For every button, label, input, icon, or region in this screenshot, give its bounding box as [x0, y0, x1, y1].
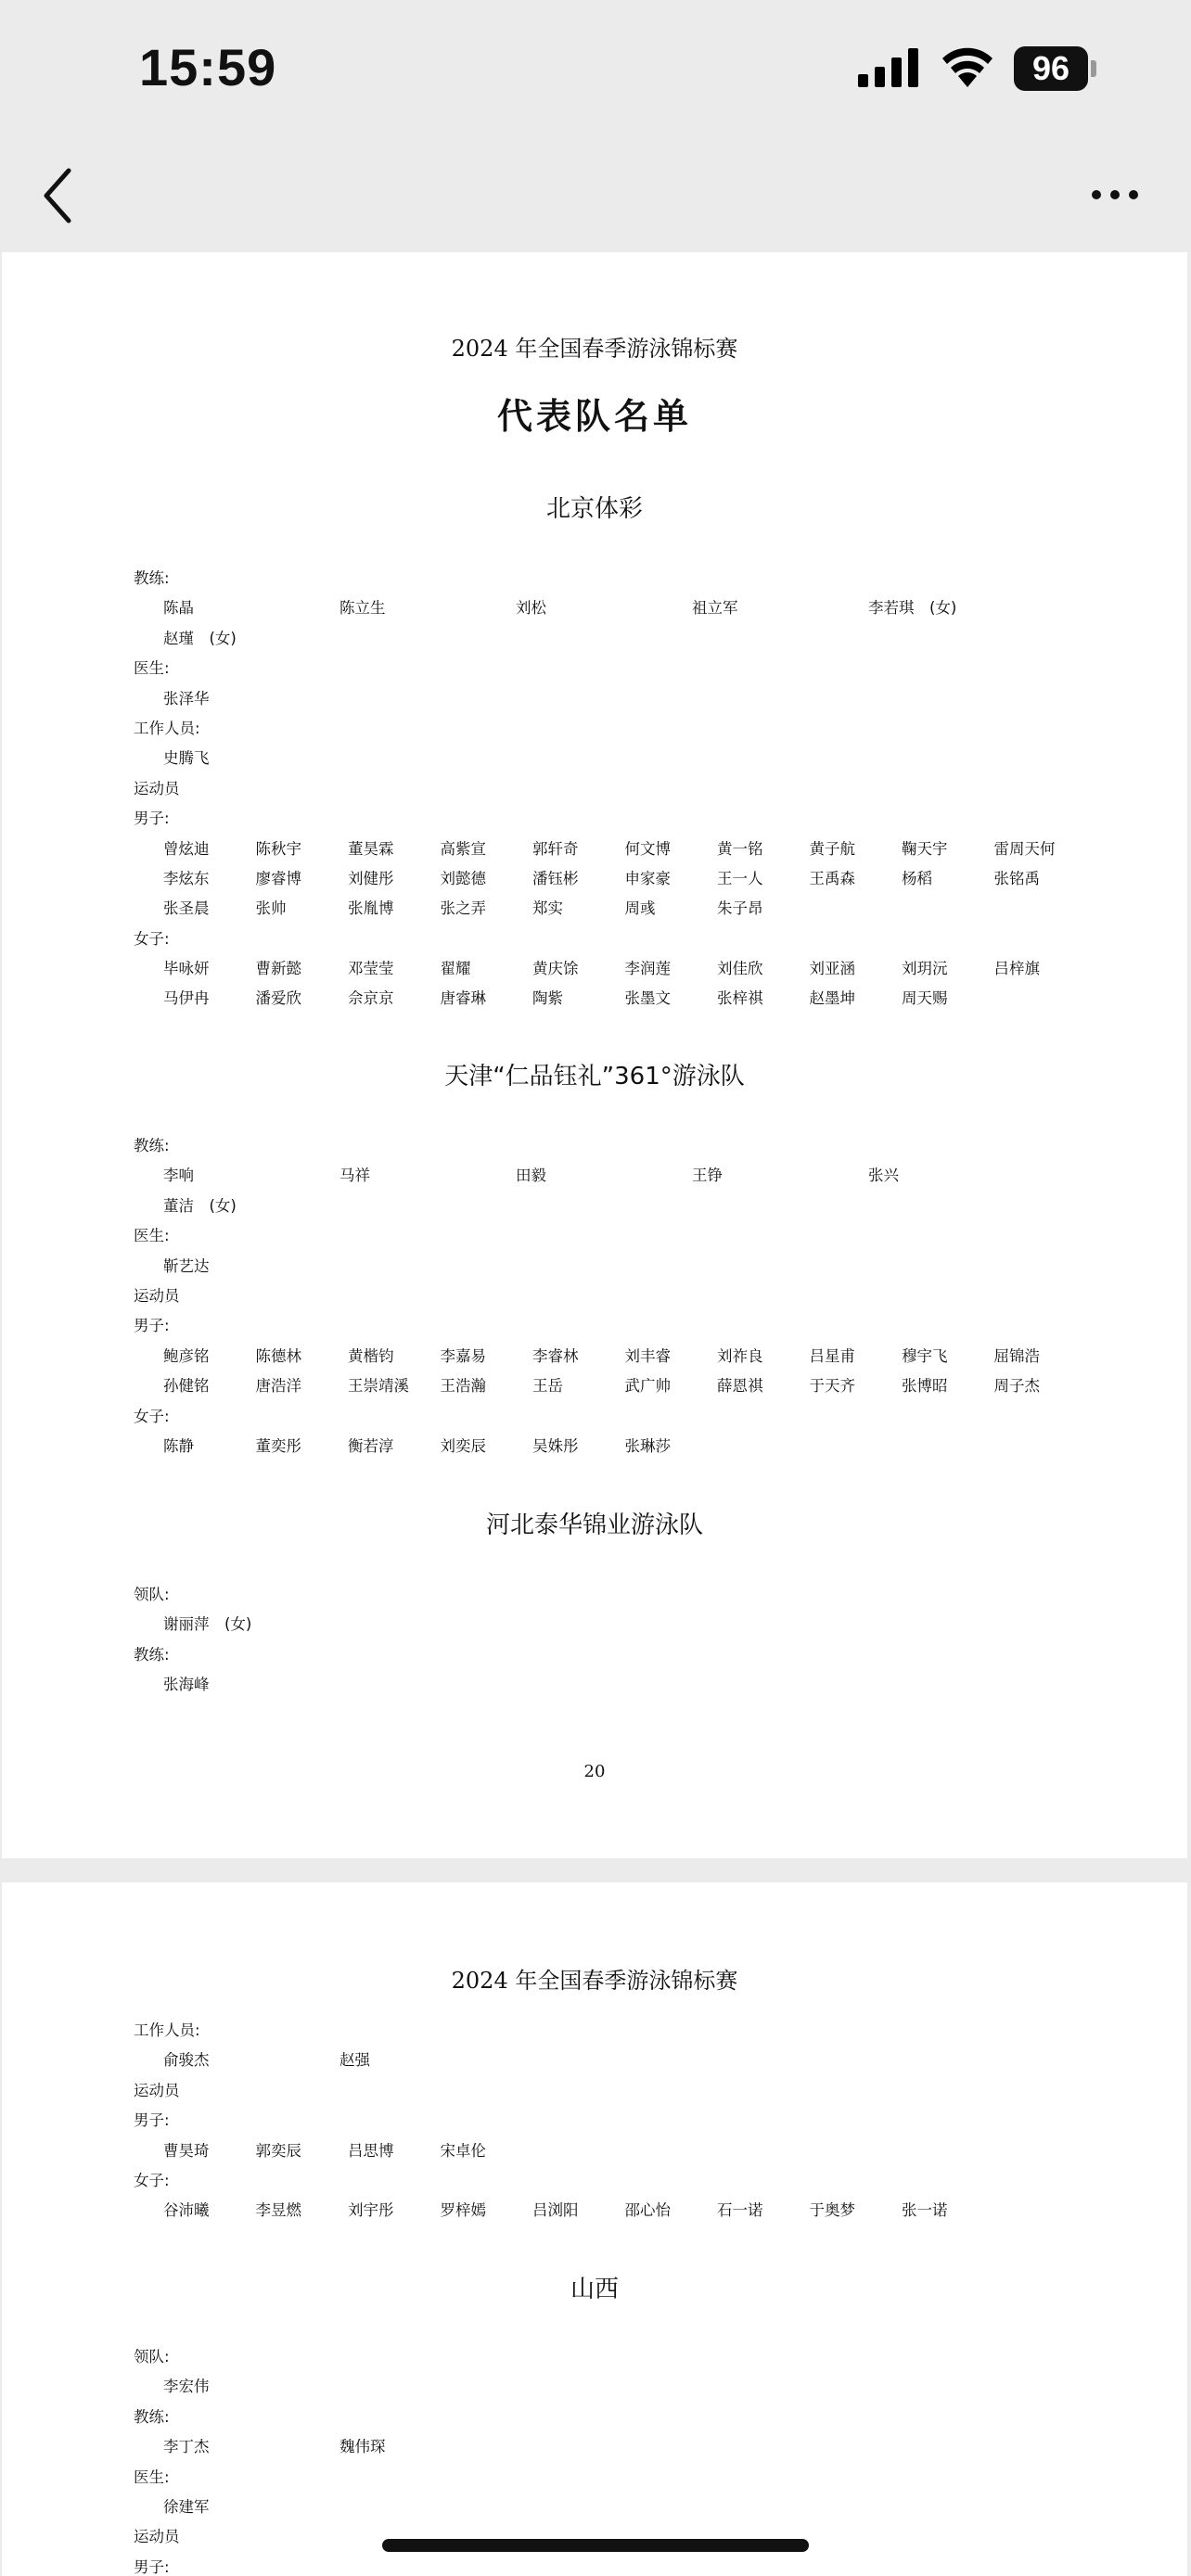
person-name: 于奥梦	[809, 2201, 855, 2220]
role-label: 医生:	[134, 1227, 170, 1245]
person-name: 张海峰	[163, 1676, 210, 1694]
person-name: 张一诺	[902, 2201, 948, 2220]
person-name: 郭轩奇	[532, 839, 579, 858]
person-name: 李响	[163, 1167, 194, 1185]
team-heading: 山西	[570, 2276, 619, 2303]
role-label: 男子:	[134, 810, 170, 828]
person-name: 张琳莎	[624, 1436, 671, 1455]
person-name: 王一人	[717, 869, 763, 887]
person-name: 周子杰	[993, 1377, 1040, 1396]
role-label: 女子:	[134, 929, 170, 948]
person-name: 刘懿德	[440, 869, 486, 887]
person-name: 王铮	[692, 1167, 723, 1185]
person-name: 黄楷钧	[348, 1346, 394, 1365]
person-name: 曾炫迪	[163, 839, 210, 858]
status-time: 15:59	[139, 38, 277, 96]
battery-level: 96	[1031, 49, 1070, 87]
team-roster	[2, 1580, 1187, 1701]
person-name: 董昊霖	[348, 839, 394, 858]
role-label: 教练:	[134, 1137, 170, 1154]
person-name: 石一诺	[717, 2201, 763, 2220]
person-name: 陈晶	[163, 599, 194, 618]
wifi-icon	[940, 45, 995, 89]
status-bar	[0, 0, 1191, 139]
person-name: 申家豪	[624, 869, 671, 887]
person-name: 李丁杰	[163, 2438, 210, 2456]
person-name: 刘亚涵	[809, 960, 855, 978]
name-row	[2, 984, 1187, 1014]
name-row	[2, 2493, 1187, 2522]
person-name: 杨稻	[902, 869, 932, 887]
team-heading: 河北泰华锦业游泳队	[485, 1511, 703, 1539]
person-name: 吴姝彤	[532, 1436, 579, 1455]
team-roster	[2, 564, 1187, 1014]
person-name: 陈德林	[255, 1346, 301, 1365]
name-row	[2, 894, 1187, 924]
person-name: 靳艺达	[163, 1256, 210, 1275]
person-name: 董奕彤	[255, 1436, 301, 1455]
role-label: 男子:	[134, 1317, 170, 1335]
name-row	[2, 864, 1187, 894]
person-name: 佘京京	[348, 989, 394, 1008]
document-page-1	[2, 252, 1187, 1858]
role-label: 教练:	[134, 1645, 170, 1664]
person-name: 武广帅	[624, 1377, 671, 1396]
role-label: 运动员	[134, 1286, 180, 1305]
person-name: 徐建军	[163, 2497, 210, 2516]
person-name: 田毅	[516, 1167, 546, 1185]
person-name: 周天赐	[902, 989, 948, 1008]
person-name: 李宏伟	[163, 2378, 210, 2396]
team-roster-continued	[2, 2016, 1187, 2226]
name-row	[2, 1192, 1187, 1221]
name-row	[2, 1342, 1187, 1371]
name-row	[2, 1432, 1187, 1461]
cellular-signal-icon	[858, 46, 919, 87]
person-name: 陈静	[163, 1436, 194, 1455]
role-label: 教练:	[134, 569, 170, 587]
person-name: 张之弄	[440, 899, 486, 918]
person-name: 高紫宣	[440, 839, 486, 858]
person-name: 何文博	[624, 839, 671, 858]
document-page-2	[2, 1882, 1187, 2576]
person-name: 孙健铭	[163, 1377, 210, 1396]
more-options-icon[interactable]	[1085, 176, 1150, 213]
person-name: 宋卓伦	[440, 2141, 486, 2160]
name-row	[2, 593, 1187, 623]
person-name: 郭奕辰	[255, 2141, 301, 2160]
person-name: 陈秋宇	[255, 839, 301, 858]
person-name: 马伊冉	[163, 989, 210, 1008]
name-row	[2, 1371, 1187, 1401]
person-name: 张兴	[868, 1167, 899, 1185]
person-name: 朱子昂	[717, 899, 763, 918]
person-name: 唐浩洋	[255, 1377, 301, 1396]
person-name: 雷周天何	[993, 839, 1056, 858]
name-row	[2, 2136, 1187, 2166]
page-number: 20	[583, 1762, 606, 1781]
person-name: 薛恩祺	[717, 1377, 763, 1396]
person-name: 赵强	[339, 2051, 370, 2070]
person-name: 鲍彦铭	[163, 1346, 210, 1365]
name-row	[2, 684, 1187, 714]
name-row	[2, 744, 1187, 773]
competition-title: 2024 年全国春季游泳锦标赛	[451, 336, 738, 362]
person-name: 谢丽萍 (女)	[163, 1615, 252, 1634]
person-name: 屈锦浩	[993, 1346, 1040, 1365]
person-name: 李若琪 (女)	[868, 599, 957, 618]
person-name: 刘祚良	[717, 1346, 763, 1365]
person-name: 黄子航	[809, 839, 855, 858]
person-name: 黄一铭	[717, 839, 763, 858]
person-name: 周彧	[624, 899, 656, 918]
person-name: 曹昊琦	[163, 2141, 210, 2160]
person-name: 李润莲	[624, 960, 671, 978]
person-name: 穆宇飞	[902, 1346, 948, 1365]
role-label: 领队:	[134, 2348, 170, 2366]
role-label: 男子:	[134, 2557, 170, 2576]
role-label: 运动员	[134, 779, 180, 797]
person-name: 鞠天宇	[902, 839, 948, 858]
person-name: 赵瑾 (女)	[163, 629, 237, 647]
name-row	[2, 1610, 1187, 1639]
person-name: 刘佳欣	[717, 960, 763, 978]
person-name: 廖睿博	[255, 869, 301, 887]
role-label: 运动员	[134, 2528, 180, 2546]
person-name: 黄庆馀	[532, 960, 579, 978]
name-row	[2, 2372, 1187, 2402]
person-name: 邓莹莹	[348, 960, 394, 978]
person-name: 潘爱欣	[255, 989, 301, 1008]
role-label: 女子:	[134, 1407, 170, 1425]
person-name: 潘钰彬	[532, 869, 579, 887]
person-name: 王禹森	[809, 869, 855, 887]
battery-tip	[1091, 60, 1096, 77]
name-row	[2, 1252, 1187, 1282]
person-name: 衡若淳	[348, 1436, 394, 1455]
person-name: 唐睿琳	[440, 989, 486, 1008]
person-name: 张圣晨	[163, 899, 210, 918]
person-name: 张铭禹	[993, 869, 1040, 887]
person-name: 王浩瀚	[440, 1377, 486, 1396]
person-name: 吕浏阳	[532, 2201, 579, 2220]
name-row	[2, 2196, 1187, 2225]
team-heading: 天津“仁品钰礼”361°游泳队	[444, 1063, 745, 1090]
person-name: 毕咏妍	[163, 960, 210, 978]
person-name: 张博昭	[902, 1377, 948, 1396]
role-label: 医生:	[134, 2468, 170, 2486]
person-name: 罗梓嫣	[440, 2201, 486, 2220]
person-name: 吕梓旗	[993, 960, 1040, 978]
person-name: 曹新懿	[255, 960, 301, 978]
person-name: 刘玥沅	[902, 960, 948, 978]
person-name: 邵心怡	[624, 2201, 671, 2220]
person-name: 吕星甫	[809, 1346, 855, 1365]
team-heading: 北京体彩	[545, 495, 643, 523]
role-label: 男子:	[134, 2111, 170, 2130]
person-name: 董洁 (女)	[163, 1196, 237, 1215]
person-name: 张胤博	[348, 899, 394, 918]
person-name: 张泽华	[163, 689, 210, 708]
person-name: 李昱燃	[255, 2201, 301, 2220]
role-label: 运动员	[134, 2081, 180, 2099]
person-name: 马祥	[339, 1167, 370, 1185]
person-name: 李嘉易	[440, 1346, 486, 1365]
person-name: 刘健彤	[348, 869, 394, 887]
person-name: 李炫东	[163, 869, 210, 887]
back-chevron-icon[interactable]	[28, 163, 93, 228]
name-row	[2, 2046, 1187, 2075]
person-name: 郑实	[532, 899, 563, 918]
role-label: 领队:	[134, 1586, 170, 1603]
person-name: 刘松	[516, 599, 546, 618]
person-name: 王岳	[532, 1377, 563, 1396]
person-name: 刘丰睿	[624, 1346, 671, 1365]
home-indicator	[382, 2539, 809, 2552]
role-label: 女子:	[134, 2171, 170, 2189]
role-label: 工作人员:	[134, 719, 200, 737]
person-name: 俞骏杰	[163, 2051, 210, 2070]
battery-icon	[1014, 46, 1088, 91]
name-row	[2, 835, 1187, 864]
name-row	[2, 954, 1187, 984]
role-label: 医生:	[134, 659, 170, 678]
name-row	[2, 1670, 1187, 1700]
competition-title: 2024 年全国春季游泳锦标赛	[451, 1968, 738, 1994]
document-title: 代表队名单	[496, 395, 692, 437]
person-name: 王崇靖溪	[348, 1377, 409, 1396]
person-name: 吕思博	[348, 2141, 394, 2160]
role-label: 工作人员:	[134, 2021, 200, 2039]
name-row	[2, 1161, 1187, 1191]
nav-bar	[0, 139, 1191, 252]
person-name: 谷沛曦	[163, 2201, 210, 2220]
person-name: 翟耀	[440, 960, 471, 978]
person-name: 刘宇彤	[348, 2201, 394, 2220]
person-name: 陈立生	[339, 599, 386, 618]
person-name: 李睿林	[532, 1346, 579, 1365]
person-name: 刘奕辰	[440, 1436, 486, 1455]
person-name: 祖立军	[692, 599, 738, 618]
role-label: 教练:	[134, 2407, 170, 2426]
person-name: 赵墨坤	[809, 989, 855, 1008]
name-row	[2, 2432, 1187, 2462]
team-roster	[2, 1131, 1187, 1461]
person-name: 陶紫	[532, 989, 563, 1008]
name-row	[2, 624, 1187, 654]
person-name: 于天齐	[809, 1377, 855, 1396]
person-name: 张墨文	[624, 989, 671, 1008]
person-name: 史腾飞	[163, 749, 210, 768]
person-name: 张梓祺	[717, 989, 763, 1008]
person-name: 魏伟琛	[339, 2438, 386, 2456]
person-name: 张帅	[255, 899, 287, 918]
